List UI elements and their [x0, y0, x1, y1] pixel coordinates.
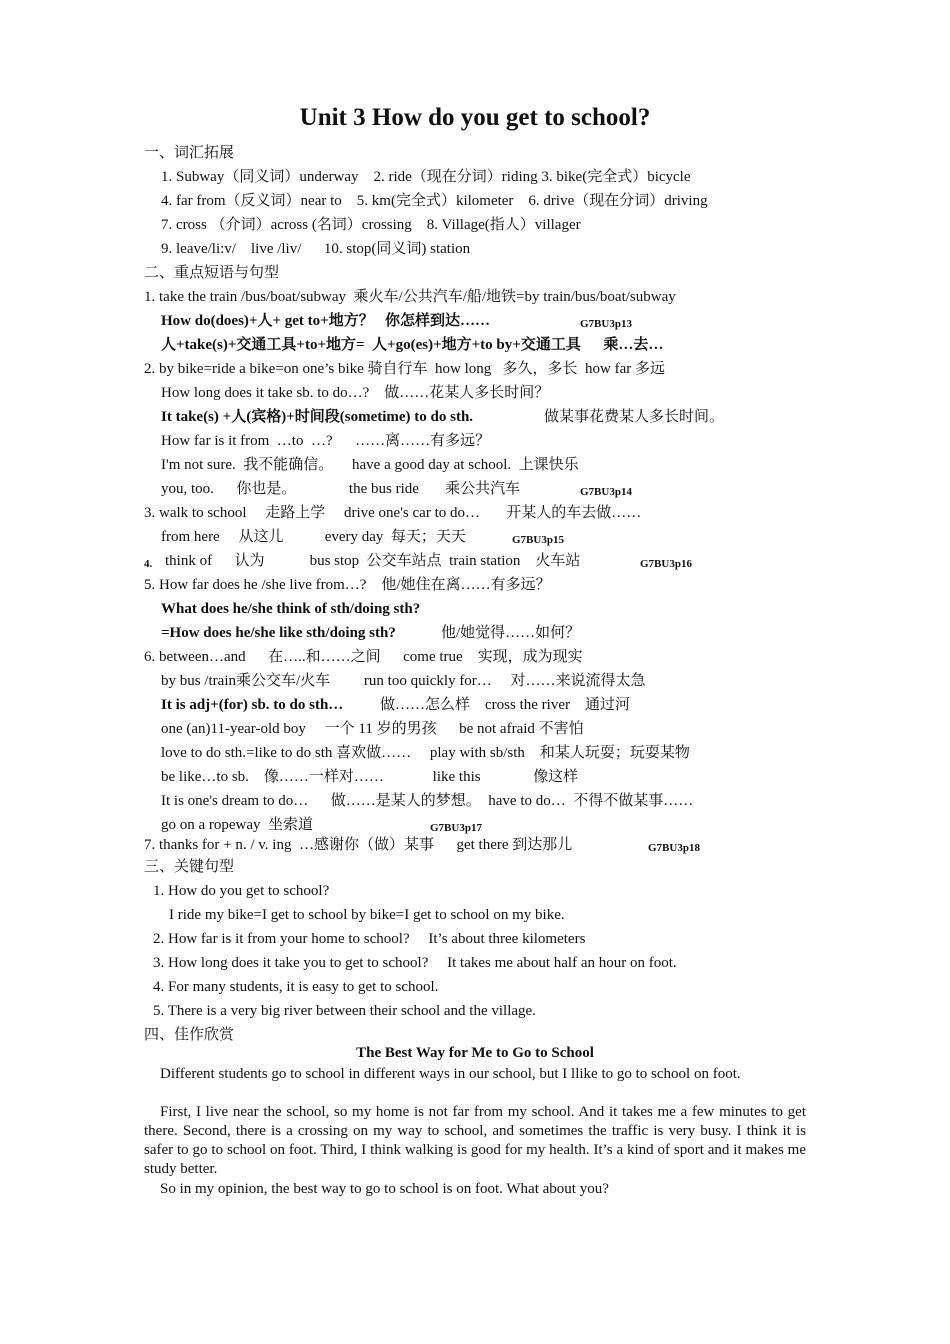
phrase-line: 人+take(s)+交通工具+to+地方= 人+go(es)+地方+to by+交通工具 乘…去…: [161, 337, 664, 353]
section-heading-vocabulary: 一、词汇拓展: [144, 145, 235, 161]
key-sentence: 5. There is a very big river between their school and the village.: [153, 1003, 536, 1019]
key-sentence: I ride my bike=I get to school by bike=I get to school on my bike.: [169, 907, 565, 923]
page-reference-tag: G7BU3p18: [648, 842, 700, 854]
list-number: 4.: [144, 558, 153, 570]
phrase-line: 7. thanks for + n. / v. ing …感谢你（做）某事 get there 到达那儿: [144, 837, 573, 853]
phrase-line: be like…to sb. 像……一样对…… like this 像这样: [161, 769, 579, 785]
essay-paragraph: Different students go to school in different ways in our school, but I llike to go to school on foot.: [160, 1066, 741, 1082]
phrase-line: How do(does)+人+ get to+地方？ 你怎样到达……: [161, 313, 490, 329]
vocab-line: 4. far from（反义词）near to 5. km(完全式）kilometer 6. drive（现在分词）driving: [161, 193, 708, 209]
phrase-line: by bus /train乘公交车/火车 run too quickly for… 对……来说流得太急: [161, 673, 646, 689]
vocab-line: 7. cross （介词）across (名词）crossing 8. Village(指人）villager: [161, 217, 581, 233]
page-reference-tag: G7BU3p15: [512, 534, 564, 546]
phrase-line-bold: It is adj+(for) sb. to do sth…: [161, 697, 344, 713]
phrase-line-bold: It take(s) +人(宾格)+时间段(sometime) to do sth.: [161, 409, 474, 425]
phrase-line: one (an)11-year-old boy 一个 11 岁的男孩 be not afraid 不害怕: [161, 721, 584, 737]
section-heading-phrases: 二、重点短语与句型: [144, 265, 280, 281]
phrase-line: think of 认为 bus stop 公交车站点 train station 火车站: [165, 553, 581, 569]
vocab-line: 9. leave/li:v/ live /liv/ 10. stop(同义词) station: [161, 241, 471, 257]
phrase-line: you, too. 你也是。 the bus ride 乘公共汽车: [161, 481, 521, 497]
key-sentence: 2. How far is it from your home to school? It’s about three kilometers: [153, 931, 586, 947]
phrase-line: from here 从这儿 every day 每天；天天: [161, 529, 466, 545]
phrase-line: 3. walk to school 走路上学 drive one's car to do… 开某人的车去做……: [144, 505, 642, 521]
section-heading-key-sentences: 三、关键句型: [144, 859, 235, 875]
phrase-line-bold: =How does he/she like sth/doing sth?: [161, 625, 396, 641]
key-sentence: 3. How long does it take you to get to school? It takes me about half an hour on foot.: [153, 955, 677, 971]
page-reference-tag: G7BU3p14: [580, 486, 632, 498]
phrase-line: 5. How far does he /she live from…? 他/她住在离……有多远？: [144, 577, 551, 593]
essay-title: The Best Way for Me to Go to School: [356, 1045, 594, 1061]
phrase-line: I'm not sure. 我不能确信。 have a good day at school. 上课快乐: [161, 457, 579, 473]
phrase-line: go on a ropeway 坐索道: [161, 817, 314, 833]
key-sentence: 4. For many students, it is easy to get to school.: [153, 979, 439, 995]
phrase-line-translation: 做……怎么样 cross the river 通过河: [380, 697, 630, 713]
phrase-line: 1. take the train /bus/boat/subway 乘火车/公共汽车/船/地铁=by train/bus/boat/subway: [144, 289, 676, 305]
phrase-line: love to do sth.=like to do sth 喜欢做…… play with sb/sth 和某人玩耍；玩耍某物: [161, 745, 690, 761]
phrase-line: 6. between…and 在…..和……之间 come true 实现，成为现实: [144, 649, 583, 665]
page-reference-tag: G7BU3p13: [580, 318, 632, 330]
phrase-line-bold: What does he/she think of sth/doing sth?: [161, 601, 421, 617]
page-reference-tag: G7BU3p17: [430, 822, 482, 834]
phrase-line-translation: 做某事花费某人多长时间。: [544, 409, 725, 425]
phrase-line: How long does it take sb. to do…? 做……花某人多长时间？: [161, 385, 550, 401]
phrase-line-translation: 他/她觉得……如何？: [441, 625, 581, 641]
essay-paragraph: First, I live near the school, so my home is not far from my school. And it takes me a few minutes to get there. Second, there is a crossing on my way to school, and sometimes the traffic is very busy. I think it is safer to go to school on foot. Third, I think walking is good for my health. It’s a kind of sport and it makes me study better.: [144, 1104, 806, 1177]
document-title: Unit 3 How do you get to school?: [299, 104, 651, 131]
key-sentence: 1. How do you get to school?: [153, 883, 330, 899]
page-reference-tag: G7BU3p16: [640, 558, 692, 570]
phrase-line: It is one's dream to do… 做……是某人的梦想。 have to do… 不得不做某事……: [161, 793, 694, 809]
essay-paragraph: So in my opinion, the best way to go to school is on foot. What about you?: [160, 1181, 609, 1197]
phrase-line: 2. by bike=ride a bike=on one’s bike 骑自行车 how long 多久，多长 how far 多远: [144, 361, 666, 377]
phrase-line: How far is it from …to …? ……离……有多远？: [161, 433, 491, 449]
section-heading-model-essay: 四、佳作欣赏: [144, 1027, 235, 1043]
vocab-line: 1. Subway（同义词）underway 2. ride（现在分词）riding 3. bike(完全式）bicycle: [161, 169, 691, 185]
